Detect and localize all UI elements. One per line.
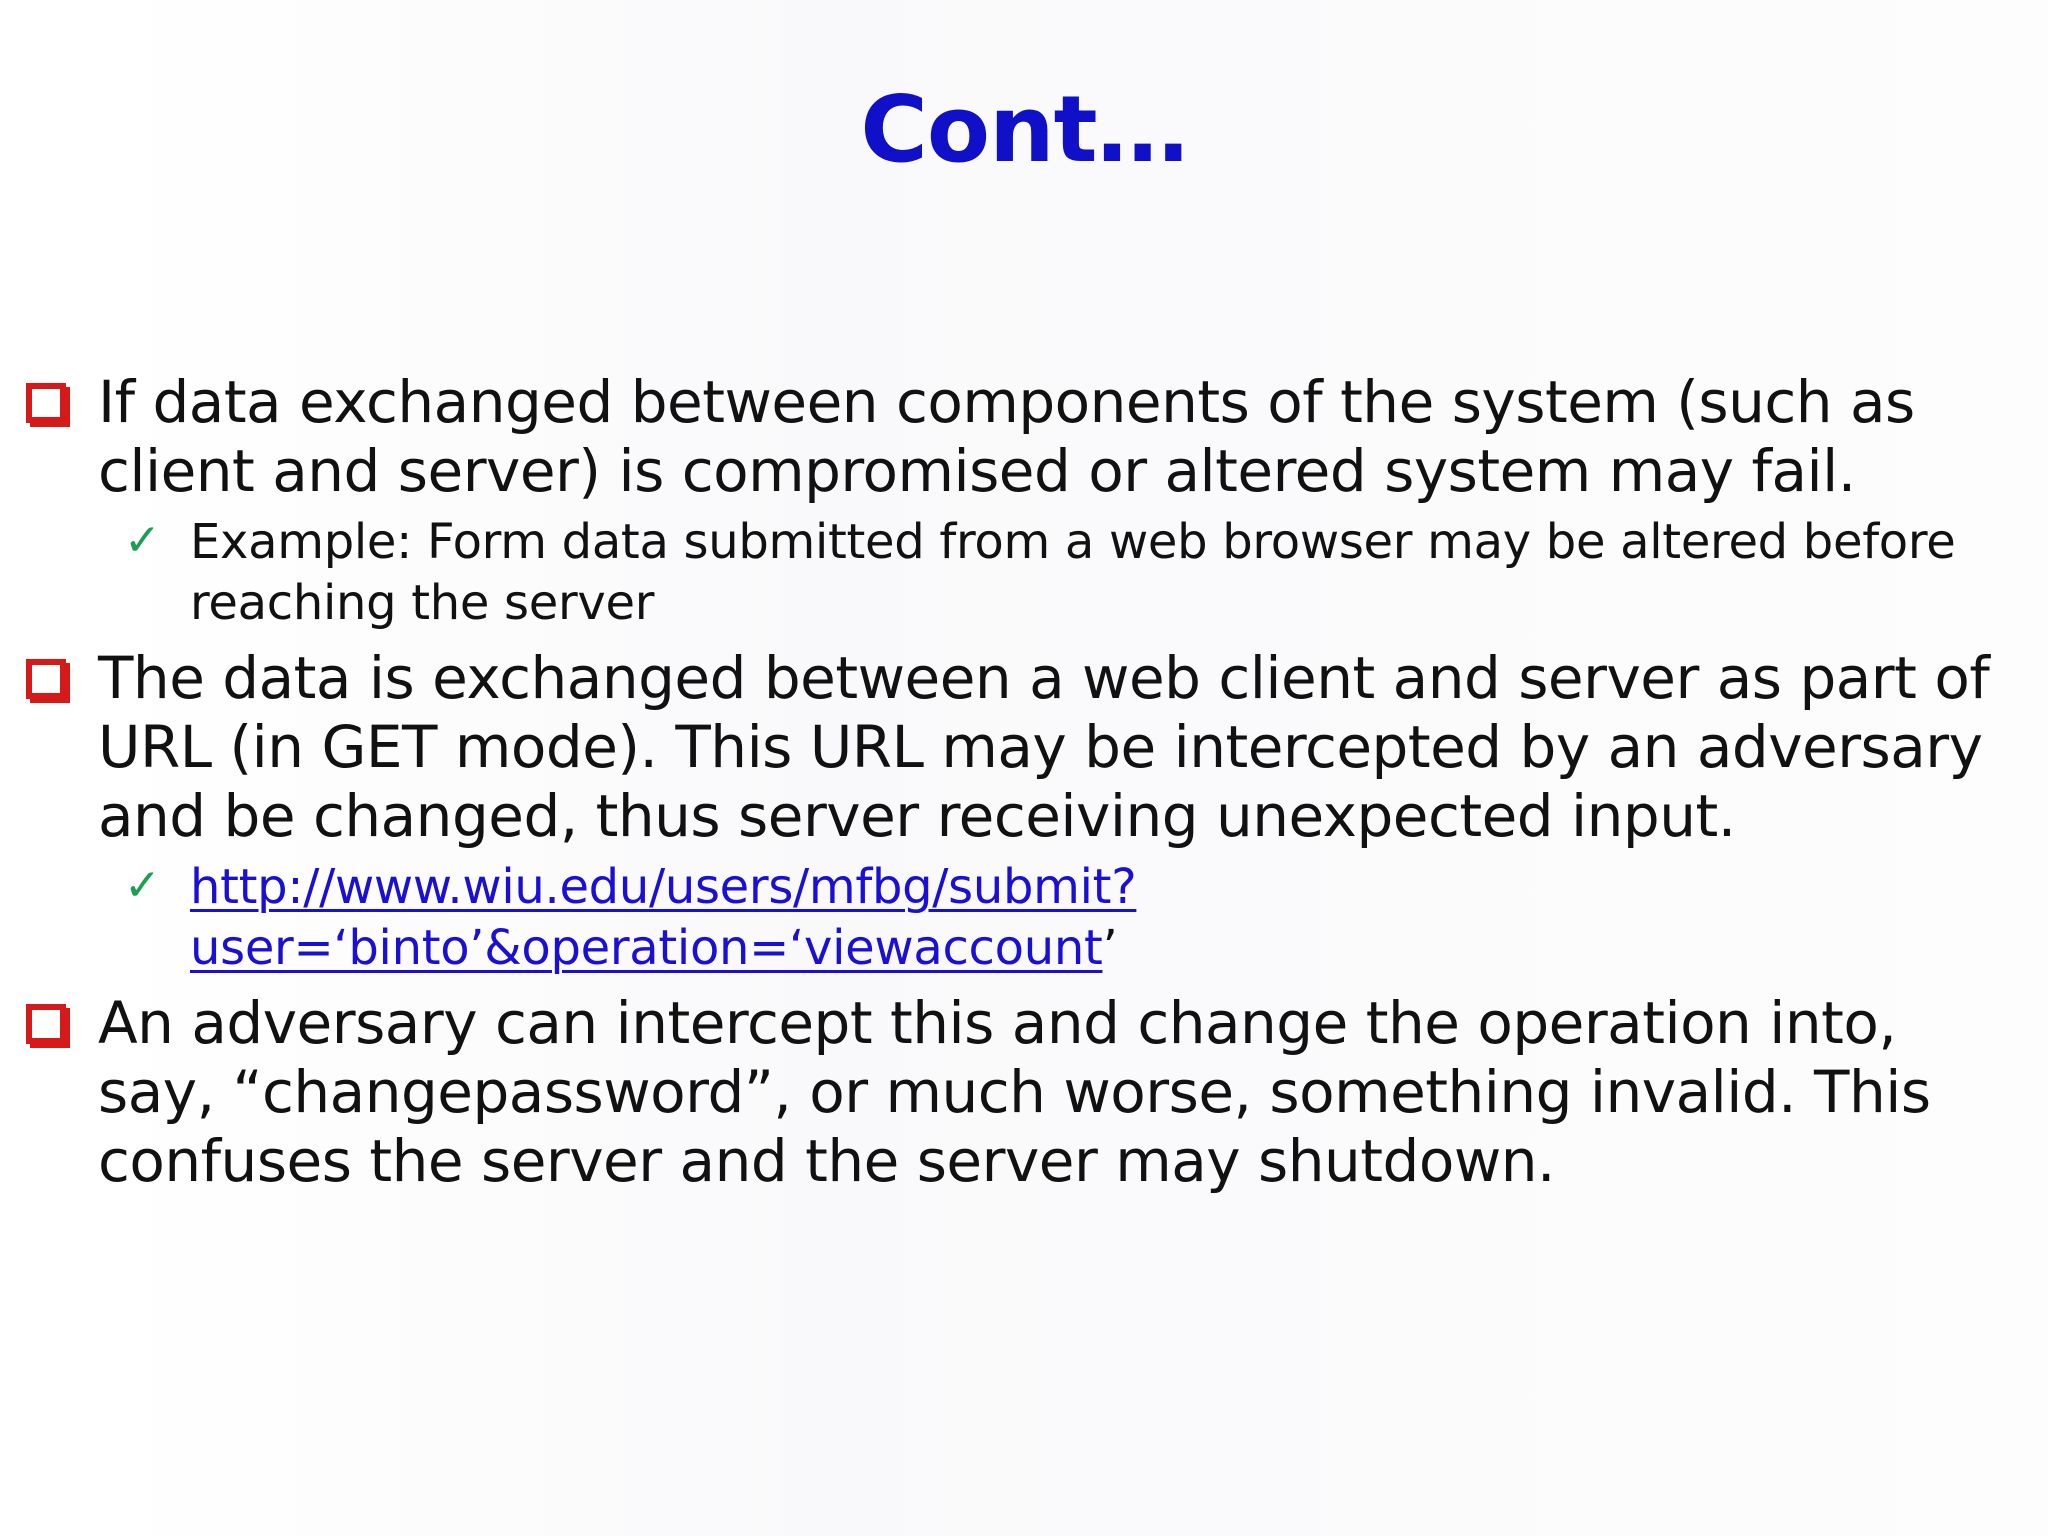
- square-bullet-icon: [26, 1004, 66, 1044]
- bullet-item: [26, 368, 2016, 506]
- link-suffix: ’: [1102, 920, 1118, 976]
- checkmark-icon: ✓: [124, 515, 161, 566]
- bullet-text: If data exchanged between components of the system (such as client and server) is compromised or altered system may fail.: [98, 368, 1915, 505]
- bullet-item: [26, 644, 2016, 851]
- example-url-link[interactable]: http://www.wiu.edu/users/mfbg/submit?user=‘binto’&operation=‘viewaccount: [190, 859, 1137, 976]
- sub-bullet-text: Example: Form data submitted from a web browser may be altered before reaching the server: [190, 514, 1956, 631]
- checkmark-icon: ✓: [124, 860, 161, 911]
- sub-bullet-item: [26, 857, 2016, 979]
- bullet-text: The data is exchanged between a web client and server as part of URL (in GET mode). This URL may be intercepted by an adversary and be changed, thus server receiving unexpected input.: [98, 644, 1990, 850]
- bullet-text: An adversary can intercept this and change the operation into, say, “changepassword”, or much worse, something invalid. This confuses the server and the server may shutdown.: [98, 989, 1931, 1195]
- square-bullet-icon: [26, 659, 66, 699]
- bullet-item: [26, 989, 2016, 1196]
- sub-bullet-item: [26, 512, 2016, 634]
- slide-body: [26, 368, 2016, 1196]
- square-bullet-icon: [26, 383, 66, 423]
- slide-title: Cont…: [860, 76, 1188, 183]
